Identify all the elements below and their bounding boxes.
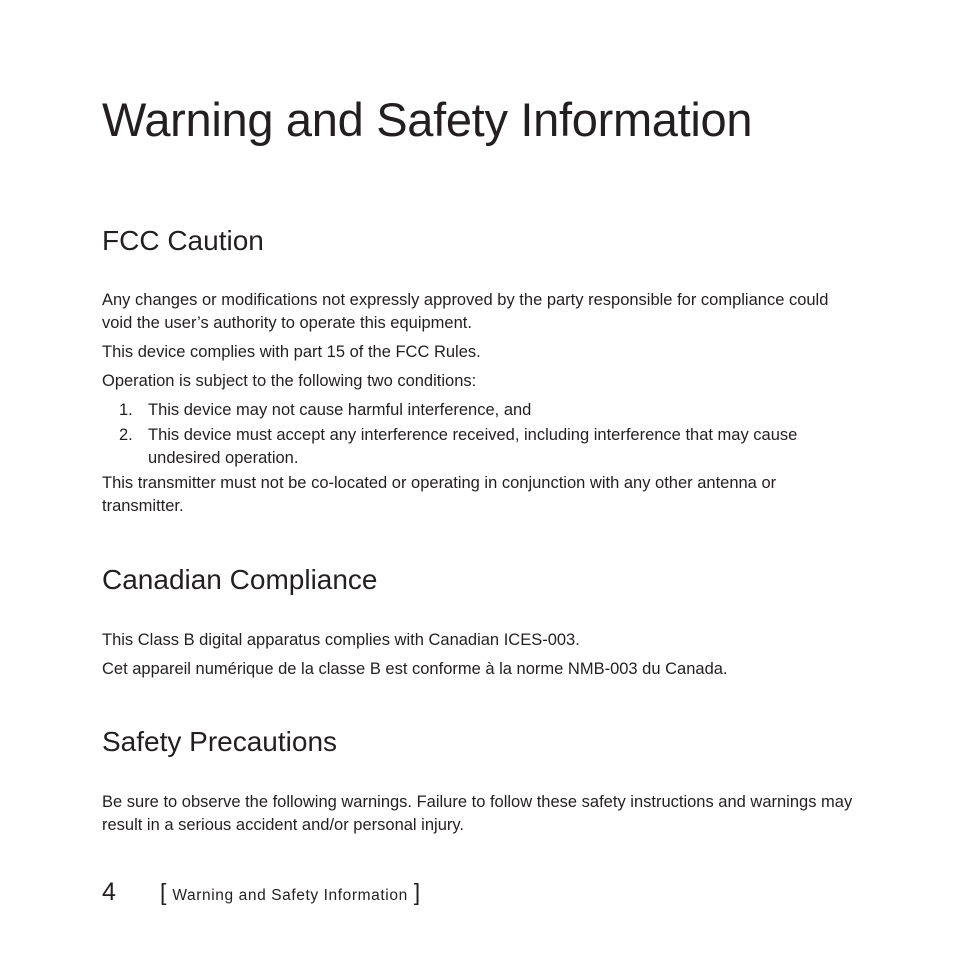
page-number: 4 — [102, 878, 116, 906]
page-title: Warning and Safety Information — [102, 93, 753, 146]
fcc-paragraph-part15: This device complies with part 15 of the FCC Rules. — [102, 343, 481, 361]
fcc-paragraph-conditions: Operation is subject to the following two conditions: — [102, 372, 477, 390]
list-item-number: 1. — [119, 401, 133, 419]
fcc-paragraph-modifications: Any changes or modifications not expressly approved by the party responsible for compliance could void the user’s authority to operate this equipment. — [102, 291, 829, 332]
list-item-text: This device must accept any interference received, including interference that may cause undesired operation. — [148, 426, 798, 467]
footer-close-bracket: ] — [413, 879, 421, 905]
safety-paragraph-warnings: Be sure to observe the following warnings. Failure to follow these safety instructions and warnings may result in a serious accident and/or personal injury. — [102, 793, 853, 834]
safety-precautions-heading: Safety Precautions — [102, 726, 338, 757]
canadian-paragraph-french: Cet appareil numérique de la classe B est conforme à la norme NMB-003 du Canada. — [102, 660, 728, 678]
fcc-caution-heading: FCC Caution — [102, 225, 264, 256]
canadian-paragraph-english: This Class B digital apparatus complies with Canadian ICES-003. — [102, 631, 580, 649]
fcc-paragraph-transmitter: This transmitter must not be co-located or operating in conjunction with any other antenna or transmitter. — [102, 474, 777, 515]
list-item — [102, 424, 862, 470]
page-footer — [102, 878, 420, 907]
footer-section-label: Warning and Safety Information — [172, 887, 408, 904]
canadian-compliance-heading: Canadian Compliance — [102, 564, 378, 595]
footer-open-bracket: [ — [160, 879, 167, 905]
list-item-number: 2. — [119, 426, 133, 444]
fcc-conditions-list — [102, 399, 862, 472]
list-item-text: This device may not cause harmful interference, and — [148, 401, 532, 419]
list-item — [102, 399, 862, 422]
